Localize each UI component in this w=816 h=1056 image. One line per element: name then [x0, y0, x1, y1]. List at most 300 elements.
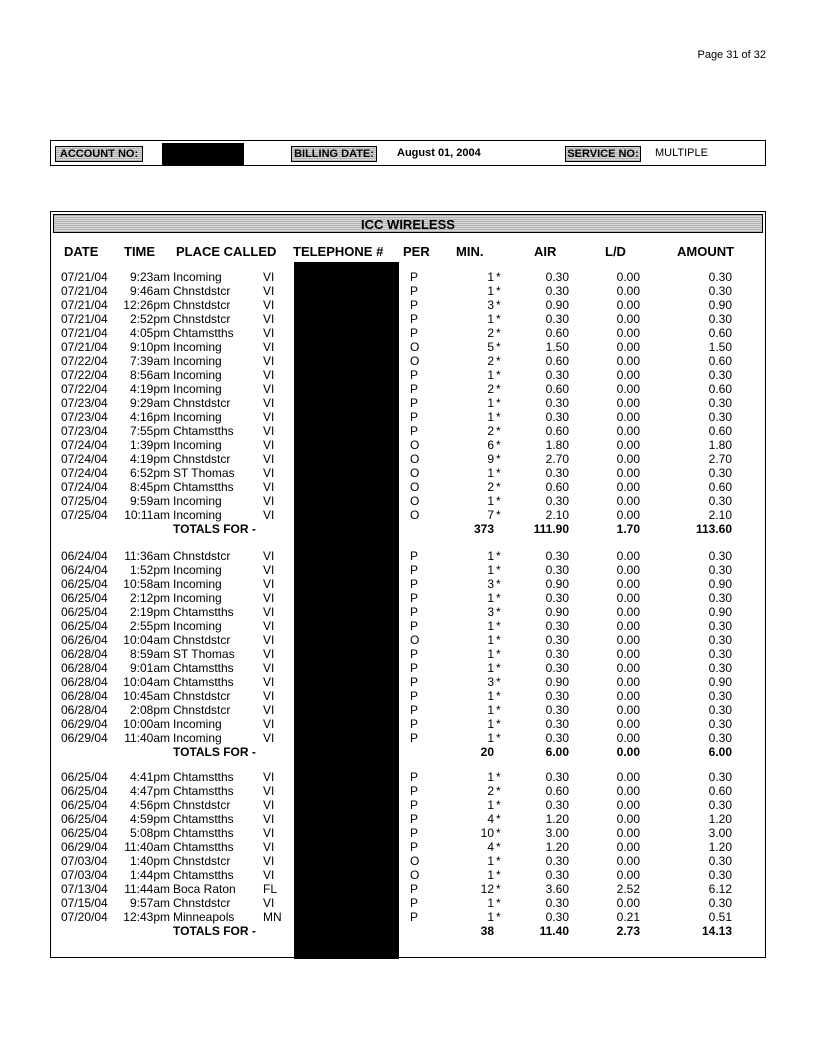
cell-minutes: 1: [487, 689, 494, 703]
cell-minutes: 1: [487, 868, 494, 882]
cell-air: 0.30: [545, 270, 569, 284]
totals-label: TOTALS FOR -: [173, 924, 256, 938]
cell-time: 12:26pm: [123, 298, 170, 312]
cell-ld: 0.00: [616, 770, 640, 784]
cell-period: P: [410, 770, 419, 784]
cell-time: 12:43pm: [123, 910, 170, 924]
header-telephone: TELEPHONE #: [293, 244, 384, 259]
cell-ld: 2.52: [616, 882, 640, 896]
cell-state: VI: [263, 784, 275, 798]
table-row: [0, 812, 816, 826]
cell-date: 07/22/04: [61, 382, 108, 396]
cell-date: 07/25/04: [61, 494, 108, 508]
cell-air: 0.90: [545, 605, 569, 619]
cell-ld: 0.00: [616, 812, 640, 826]
cell-air: 0.30: [545, 368, 569, 382]
cell-time: 9:46am: [129, 284, 170, 298]
cell-date: 06/28/04: [61, 689, 108, 703]
cell-date: 07/21/04: [61, 312, 108, 326]
cell-state: VI: [263, 812, 275, 826]
table-row: [0, 326, 816, 340]
cell-air: 0.30: [545, 466, 569, 480]
table-row: [0, 396, 816, 410]
cell-minutes-flag: *: [496, 812, 501, 826]
cell-minutes: 2: [487, 784, 494, 798]
cell-period: O: [410, 508, 420, 522]
cell-air: 1.50: [545, 340, 569, 354]
total-ld: 2.73: [616, 924, 640, 938]
cell-state: VI: [263, 619, 275, 633]
cell-time: 11:40am: [124, 731, 170, 745]
cell-minutes-flag: *: [496, 798, 501, 812]
cell-ld: 0.00: [616, 396, 640, 410]
cell-air: 0.30: [545, 619, 569, 633]
cell-air: 0.90: [545, 298, 569, 312]
cell-state: FL: [263, 882, 278, 896]
total-ld: 0.00: [616, 745, 640, 759]
cell-time: 4:16pm: [129, 410, 170, 424]
cell-minutes-flag: *: [496, 549, 501, 563]
cell-state: VI: [263, 675, 275, 689]
cell-minutes-flag: *: [496, 619, 501, 633]
cell-amount: 0.90: [708, 675, 732, 689]
cell-place: Incoming: [173, 382, 222, 396]
cell-amount: 0.30: [708, 494, 732, 508]
cell-period: O: [410, 633, 420, 647]
cell-minutes: 1: [487, 896, 494, 910]
cell-ld: 0.00: [616, 508, 640, 522]
cell-date: 07/21/04: [61, 284, 108, 298]
cell-state: VI: [263, 368, 275, 382]
cell-minutes-flag: *: [496, 312, 501, 326]
cell-ld: 0.00: [616, 840, 640, 854]
account-no-redaction: [162, 143, 244, 165]
cell-place: Chnstdstcr: [173, 633, 231, 647]
cell-minutes: 1: [487, 284, 494, 298]
cell-place: Chnstdstcr: [173, 854, 231, 868]
cell-place: Incoming: [173, 563, 222, 577]
cell-state: VI: [263, 826, 275, 840]
cell-ld: 0.00: [616, 731, 640, 745]
cell-air: 0.30: [545, 798, 569, 812]
cell-time: 10:45am: [123, 689, 170, 703]
cell-place: Chnstdstcr: [173, 689, 231, 703]
total-ld: 1.70: [616, 522, 640, 536]
service-no-value: MULTIPLE: [655, 147, 708, 159]
cell-period: P: [410, 284, 419, 298]
cell-minutes: 1: [487, 368, 494, 382]
cell-place: Incoming: [173, 438, 222, 452]
cell-period: P: [410, 784, 419, 798]
cell-air: 1.80: [545, 438, 569, 452]
cell-minutes-flag: *: [496, 731, 501, 745]
cell-date: 07/23/04: [61, 396, 108, 410]
table-row: [0, 452, 816, 466]
cell-amount: 0.30: [708, 854, 732, 868]
cell-time: 4:59pm: [129, 812, 170, 826]
cell-minutes: 1: [487, 910, 494, 924]
cell-minutes: 3: [487, 577, 494, 591]
cell-minutes: 3: [487, 675, 494, 689]
cell-amount: 0.60: [708, 424, 732, 438]
cell-minutes: 1: [487, 703, 494, 717]
cell-minutes-flag: *: [496, 438, 501, 452]
cell-minutes: 6: [487, 438, 494, 452]
cell-minutes-flag: *: [496, 910, 501, 924]
table-row: [0, 549, 816, 563]
table-row: [0, 605, 816, 619]
cell-date: 06/25/04: [61, 784, 108, 798]
cell-air: 0.60: [545, 784, 569, 798]
cell-state: VI: [263, 647, 275, 661]
cell-amount: 0.30: [708, 661, 732, 675]
table-row: [0, 563, 816, 577]
cell-period: O: [410, 354, 420, 368]
header-time: TIME: [124, 244, 156, 259]
cell-minutes: 1: [487, 466, 494, 480]
cell-period: O: [410, 868, 420, 882]
cell-period: P: [410, 882, 419, 896]
table-row: [0, 382, 816, 396]
cell-time: 2:55pm: [129, 619, 170, 633]
cell-ld: 0.00: [616, 717, 640, 731]
cell-period: P: [410, 270, 419, 284]
total-minutes: 20: [480, 745, 494, 759]
table-row: [0, 647, 816, 661]
cell-minutes-flag: *: [496, 577, 501, 591]
total-minutes: 373: [473, 522, 494, 536]
cell-date: 06/25/04: [61, 619, 108, 633]
total-air: 111.90: [533, 522, 569, 536]
table-row: [0, 896, 816, 910]
cell-minutes: 1: [487, 854, 494, 868]
table-row: [0, 910, 816, 924]
cell-minutes-flag: *: [496, 854, 501, 868]
cell-minutes: 1: [487, 619, 494, 633]
cell-ld: 0.00: [616, 466, 640, 480]
cell-air: 0.60: [545, 424, 569, 438]
cell-minutes: 1: [487, 661, 494, 675]
table-row: [0, 798, 816, 812]
cell-place: Incoming: [173, 340, 222, 354]
cell-amount: 0.30: [708, 731, 732, 745]
cell-air: 0.30: [545, 731, 569, 745]
header-amount: AMOUNT: [677, 244, 735, 259]
cell-minutes-flag: *: [496, 633, 501, 647]
cell-time: 10:58am: [123, 577, 170, 591]
total-amount: 14.13: [701, 924, 732, 938]
table-row: [0, 826, 816, 840]
cell-amount: 0.30: [708, 689, 732, 703]
header-per: PER: [403, 244, 430, 259]
table-row: [0, 577, 816, 591]
cell-ld: 0.00: [616, 689, 640, 703]
cell-time: 8:45pm: [129, 480, 170, 494]
cell-air: 0.30: [545, 396, 569, 410]
cell-amount: 0.51: [708, 910, 732, 924]
cell-time: 9:59am: [129, 494, 170, 508]
cell-minutes: 1: [487, 770, 494, 784]
cell-place: Chtamstths: [173, 605, 234, 619]
cell-date: 07/24/04: [61, 480, 108, 494]
cell-time: 7:55pm: [129, 424, 170, 438]
cell-minutes-flag: *: [496, 689, 501, 703]
cell-ld: 0.00: [616, 826, 640, 840]
cell-minutes: 1: [487, 633, 494, 647]
header-ld: L/D: [605, 244, 626, 259]
cell-minutes: 2: [487, 326, 494, 340]
cell-air: 0.30: [545, 661, 569, 675]
totals-row: [0, 522, 816, 536]
table-row: [0, 633, 816, 647]
cell-time: 10:04am: [123, 675, 170, 689]
cell-state: VI: [263, 396, 275, 410]
cell-date: 06/24/04: [61, 563, 108, 577]
billing-date-label: BILLING DATE:: [291, 146, 377, 162]
table-row: [0, 494, 816, 508]
cell-period: P: [410, 812, 419, 826]
cell-minutes-flag: *: [496, 396, 501, 410]
cell-period: O: [410, 452, 420, 466]
cell-place: Chtamstths: [173, 840, 234, 854]
cell-state: VI: [263, 480, 275, 494]
cell-period: P: [410, 382, 419, 396]
table-row: [0, 882, 816, 896]
cell-place: ST Thomas: [173, 647, 235, 661]
cell-time: 9:23am: [129, 270, 170, 284]
cell-period: P: [410, 605, 419, 619]
cell-amount: 0.30: [708, 410, 732, 424]
cell-amount: 6.12: [708, 882, 732, 896]
cell-air: 0.30: [545, 910, 569, 924]
cell-period: O: [410, 494, 420, 508]
table-row: [0, 284, 816, 298]
cell-minutes-flag: *: [496, 354, 501, 368]
cell-ld: 0.00: [616, 270, 640, 284]
cell-minutes: 2: [487, 480, 494, 494]
cell-period: P: [410, 661, 419, 675]
cell-air: 0.30: [545, 854, 569, 868]
cell-time: 1:44pm: [129, 868, 170, 882]
cell-period: P: [410, 826, 419, 840]
cell-state: VI: [263, 270, 275, 284]
cell-minutes: 1: [487, 396, 494, 410]
cell-time: 9:57am: [129, 896, 170, 910]
cell-minutes-flag: *: [496, 826, 501, 840]
table-row: [0, 508, 816, 522]
cell-period: P: [410, 703, 419, 717]
cell-amount: 1.50: [708, 340, 732, 354]
cell-date: 07/24/04: [61, 452, 108, 466]
cell-place: Incoming: [173, 619, 222, 633]
cell-ld: 0.00: [616, 424, 640, 438]
cell-period: P: [410, 298, 419, 312]
cell-amount: 1.80: [708, 438, 732, 452]
cell-amount: 0.30: [708, 466, 732, 480]
cell-state: VI: [263, 549, 275, 563]
cell-place: Chnstdstcr: [173, 312, 231, 326]
cell-minutes-flag: *: [496, 284, 501, 298]
cell-date: 07/03/04: [61, 868, 108, 882]
cell-place: Incoming: [173, 508, 222, 522]
cell-period: O: [410, 480, 420, 494]
table-row: [0, 340, 816, 354]
cell-state: VI: [263, 466, 275, 480]
cell-state: VI: [263, 354, 275, 368]
cell-minutes: 9: [487, 452, 494, 466]
cell-state: VI: [263, 340, 275, 354]
cell-minutes-flag: *: [496, 703, 501, 717]
table-row: [0, 424, 816, 438]
cell-air: 0.30: [545, 703, 569, 717]
cell-amount: 3.00: [708, 826, 732, 840]
cell-time: 9:10pm: [129, 340, 170, 354]
cell-amount: 0.30: [708, 647, 732, 661]
cell-state: VI: [263, 689, 275, 703]
cell-period: P: [410, 549, 419, 563]
cell-ld: 0.00: [616, 284, 640, 298]
cell-date: 06/28/04: [61, 703, 108, 717]
cell-minutes: 2: [487, 354, 494, 368]
cell-period: P: [410, 410, 419, 424]
cell-amount: 0.30: [708, 312, 732, 326]
table-row: [0, 840, 816, 854]
cell-state: VI: [263, 438, 275, 452]
cell-ld: 0.00: [616, 298, 640, 312]
cell-period: P: [410, 577, 419, 591]
table-row: [0, 466, 816, 480]
cell-time: 6:52pm: [129, 466, 170, 480]
cell-date: 06/25/04: [61, 770, 108, 784]
cell-ld: 0.00: [616, 854, 640, 868]
totals-label: TOTALS FOR -: [173, 745, 256, 759]
cell-state: VI: [263, 605, 275, 619]
account-no-label: ACCOUNT NO:: [55, 146, 143, 162]
cell-period: P: [410, 563, 419, 577]
cell-time: 8:56am: [129, 368, 170, 382]
table-row: [0, 703, 816, 717]
cell-state: VI: [263, 840, 275, 854]
cell-minutes: 1: [487, 731, 494, 745]
cell-ld: 0.00: [616, 591, 640, 605]
cell-air: 0.30: [545, 591, 569, 605]
cell-place: Chtamstths: [173, 661, 234, 675]
cell-time: 4:19pm: [129, 452, 170, 466]
cell-place: Incoming: [173, 270, 222, 284]
cell-minutes: 3: [487, 605, 494, 619]
cell-minutes: 1: [487, 312, 494, 326]
cell-period: P: [410, 312, 419, 326]
cell-time: 2:52pm: [129, 312, 170, 326]
cell-state: VI: [263, 452, 275, 466]
cell-air: 0.30: [545, 689, 569, 703]
cell-place: Minneapols: [173, 910, 235, 924]
cell-period: O: [410, 340, 420, 354]
cell-time: 1:40pm: [129, 854, 170, 868]
total-minutes: 38: [480, 924, 494, 938]
cell-minutes: 1: [487, 647, 494, 661]
account-info-bar: [50, 140, 766, 166]
cell-state: VI: [263, 633, 275, 647]
cell-minutes: 3: [487, 298, 494, 312]
cell-air: 0.30: [545, 633, 569, 647]
cell-ld: 0.00: [616, 312, 640, 326]
cell-place: Chtamstths: [173, 812, 234, 826]
cell-place: Chtamstths: [173, 868, 234, 882]
cell-state: VI: [263, 298, 275, 312]
cell-place: Chnstdstcr: [173, 298, 231, 312]
cell-minutes-flag: *: [496, 480, 501, 494]
header-air: AIR: [534, 244, 557, 259]
cell-air: 0.30: [545, 312, 569, 326]
cell-time: 4:19pm: [129, 382, 170, 396]
cell-date: 07/13/04: [61, 882, 108, 896]
cell-ld: 0.00: [616, 563, 640, 577]
cell-amount: 0.60: [708, 354, 732, 368]
cell-air: 0.30: [545, 647, 569, 661]
cell-period: P: [410, 731, 419, 745]
table-title: ICC WIRELESS: [53, 214, 763, 233]
cell-place: Chtamstths: [173, 424, 234, 438]
cell-time: 2:12pm: [129, 591, 170, 605]
cell-date: 07/03/04: [61, 854, 108, 868]
cell-minutes-flag: *: [496, 840, 501, 854]
cell-minutes-flag: *: [496, 466, 501, 480]
cell-time: 8:59am: [129, 647, 170, 661]
cell-date: 07/21/04: [61, 298, 108, 312]
cell-ld: 0.00: [616, 619, 640, 633]
table-row: [0, 868, 816, 882]
cell-ld: 0.00: [616, 577, 640, 591]
cell-place: Chnstdstcr: [173, 396, 231, 410]
cell-place: Incoming: [173, 731, 222, 745]
cell-date: 06/25/04: [61, 591, 108, 605]
cell-state: VI: [263, 563, 275, 577]
cell-time: 4:05pm: [129, 326, 170, 340]
cell-minutes-flag: *: [496, 591, 501, 605]
cell-amount: 0.30: [708, 396, 732, 410]
cell-time: 9:29am: [129, 396, 170, 410]
cell-date: 07/20/04: [61, 910, 108, 924]
cell-period: P: [410, 424, 419, 438]
cell-minutes: 1: [487, 270, 494, 284]
cell-time: 2:08pm: [129, 703, 170, 717]
cell-air: 0.30: [545, 563, 569, 577]
cell-time: 1:39pm: [129, 438, 170, 452]
cell-minutes-flag: *: [496, 868, 501, 882]
cell-ld: 0.00: [616, 661, 640, 675]
cell-place: Incoming: [173, 494, 222, 508]
cell-place: Chnstdstcr: [173, 896, 231, 910]
cell-state: VI: [263, 424, 275, 438]
table-row: [0, 784, 816, 798]
cell-amount: 0.30: [708, 770, 732, 784]
cell-date: 06/25/04: [61, 812, 108, 826]
cell-ld: 0.21: [616, 910, 640, 924]
cell-minutes-flag: *: [496, 298, 501, 312]
cell-air: 0.30: [545, 410, 569, 424]
cell-state: VI: [263, 731, 275, 745]
cell-time: 5:08pm: [129, 826, 170, 840]
cell-state: VI: [263, 703, 275, 717]
cell-air: 0.30: [545, 717, 569, 731]
cell-period: P: [410, 910, 419, 924]
cell-minutes-flag: *: [496, 340, 501, 354]
cell-minutes: 7: [487, 508, 494, 522]
table-row: [0, 270, 816, 284]
page-number: Page 31 of 32: [697, 49, 766, 61]
cell-minutes: 1: [487, 549, 494, 563]
